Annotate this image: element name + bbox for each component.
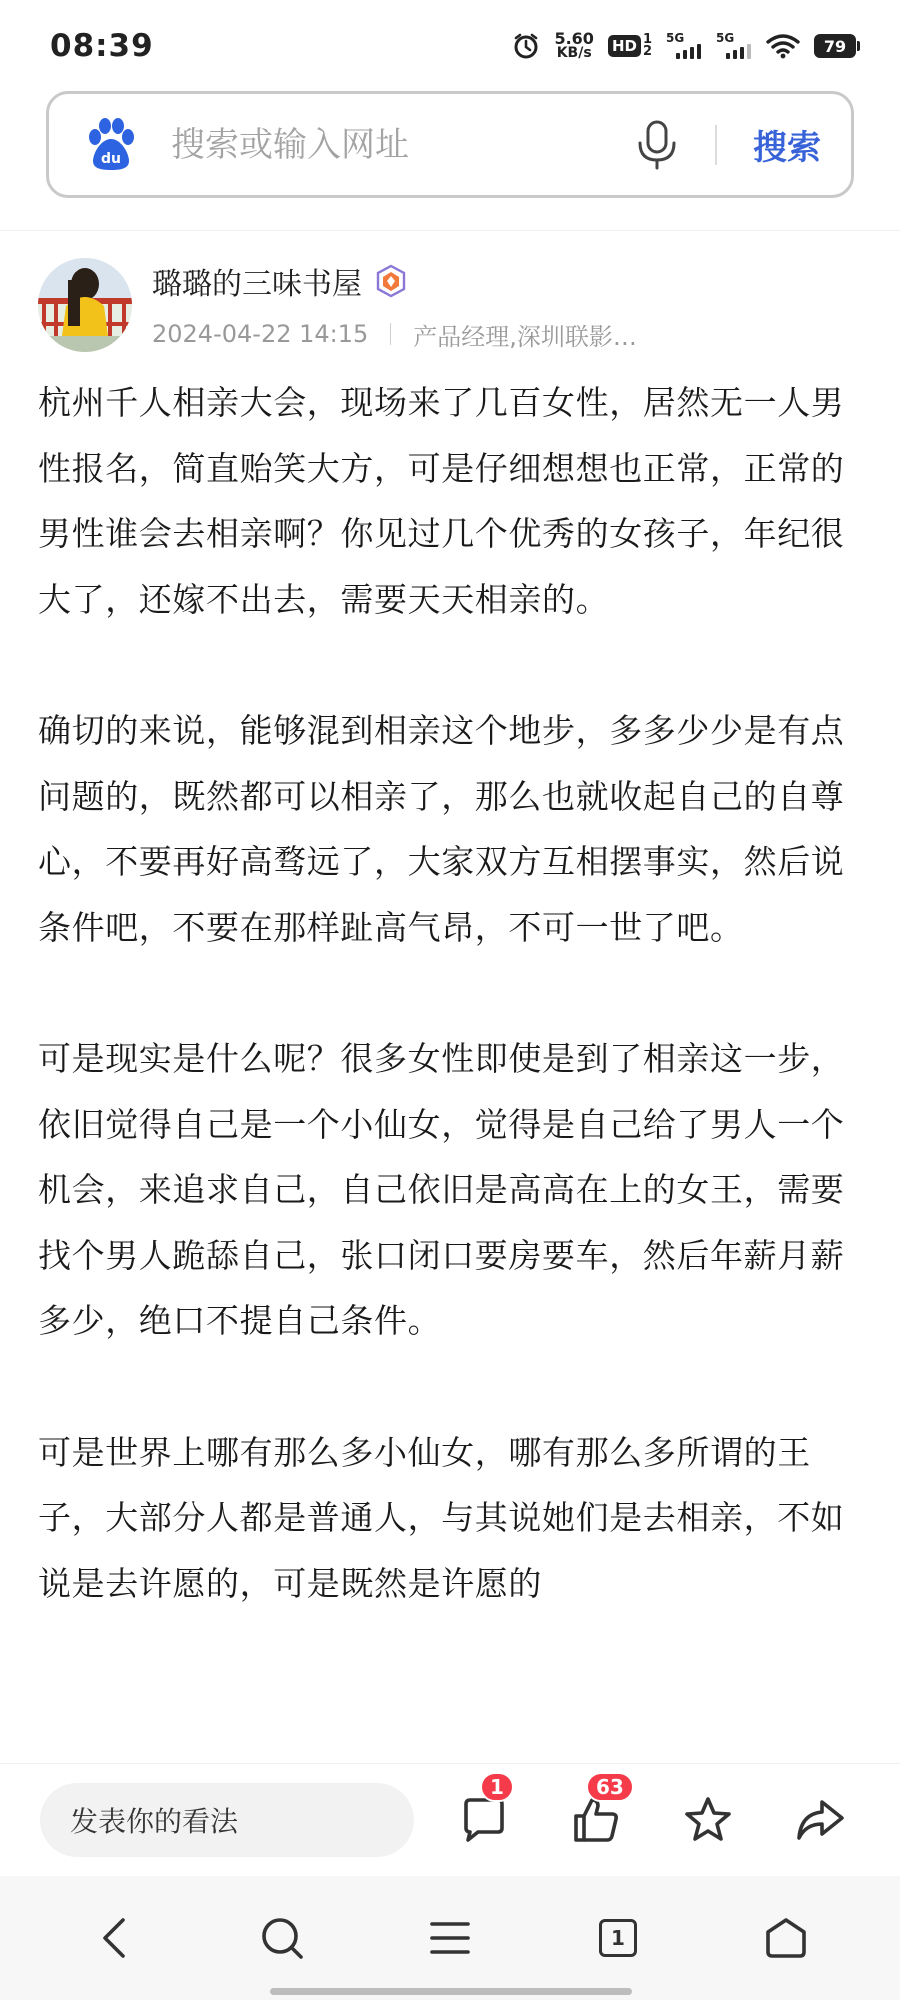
baidu-logo-icon [83,117,139,173]
comment-input[interactable]: 发表你的看法 [40,1783,414,1857]
hd-sub: 1 2 [642,32,652,59]
cell-signal-icon [716,31,752,61]
search-bar [46,91,854,198]
article-body [38,370,862,1682]
search-input[interactable] [169,115,635,175]
meta-separator [390,323,391,345]
article-viewport [0,370,900,1764]
share-icon [794,1794,846,1846]
search-divider [715,125,717,165]
home-icon [764,1916,808,1960]
back-button[interactable] [89,1913,139,1963]
author-name-row [152,259,637,303]
home-button[interactable] [761,1913,811,1963]
like-count-badge: 63 [586,1772,634,1802]
home-indicator [270,1988,632,1995]
search-nav-button[interactable] [257,1913,307,1963]
article-paragraph: 可是现实是什么呢？很多女性即使是到了相亲这一步，依旧觉得自己是一个小仙女，觉得是自己给了男人一个机会，来追求自己，自己依旧是高高在上的女王，需要找个男人跪舔自己，张口闭口要房要车，然后年薪月薪多少，绝口不提自己条件。 [38,1039,845,1340]
post-date: 2024-04-22 14:15 [152,320,369,348]
battery-icon [814,34,860,58]
favorite-button[interactable] [682,1794,734,1846]
browser-nav-bar [0,1876,900,2000]
chevron-left-icon [99,1916,129,1960]
like-button[interactable] [570,1774,624,1846]
tabs-button[interactable] [593,1913,643,1963]
battery-level: 79 [814,34,856,58]
section-divider [0,230,900,231]
hd-label: HD [608,35,641,57]
author-name[interactable]: 璐璐的三味书屋 [152,266,362,302]
avatar[interactable] [38,258,132,352]
search-button[interactable]: 搜索 [753,128,821,168]
status-bar [0,0,900,92]
article-paragraph: 杭州千人相亲大会，现场来了几百女性，居然无一人男性报名，简直贻笑大方，可是仔细想想也正常，正常的男性谁会去相亲啊？你见过几个优秀的女孩子，年纪很大了，还嫁不出去，需要天天相亲的。 [38,383,845,619]
author-badge-icon [374,264,408,298]
article-paragraph: 可是世界上哪有那么多小仙女，哪有那么多所谓的王子，大部分人都是普通人，与其说她们是去相亲，不如说是去许愿的，可是既然是许愿的 [38,1432,845,1603]
comment-bar [0,1763,900,1875]
menu-button[interactable] [425,1913,475,1963]
star-icon [682,1794,734,1846]
search-icon [259,1915,305,1961]
menu-icon [429,1920,471,1956]
signal-label: 5G [666,31,685,45]
microphone-icon[interactable] [635,119,679,171]
status-icons [512,31,860,61]
net-speed-value: 5.60 [554,29,594,48]
author-info [152,259,637,352]
svg-text:du: du [101,150,121,167]
signal-label: 5G [716,31,735,45]
author-role: 产品经理,深圳联影… [413,322,637,351]
net-speed-unit: KB/s [556,45,592,61]
share-button[interactable] [794,1794,846,1846]
tab-count: 1 [599,1919,637,1957]
status-time: 08:39 [50,28,154,64]
comment-button[interactable] [458,1774,510,1846]
wifi-icon [766,33,800,59]
article-paragraph: 确切的来说，能够混到相亲这个地步，多多少少是有点问题的，既然都可以相亲了，那么也就收起自己的自尊心，不要再好高骛远了，大家双方互相摆事实，然后说条件吧，不要在那样趾高气昂，不可一世了吧。 [38,711,845,947]
author-header [38,257,868,353]
net-speed [554,31,593,61]
comment-count-badge: 1 [480,1772,514,1802]
author-meta [152,317,637,352]
alarm-icon [512,32,540,60]
hd-icon [608,34,652,58]
cell-signal-icon [666,31,702,61]
